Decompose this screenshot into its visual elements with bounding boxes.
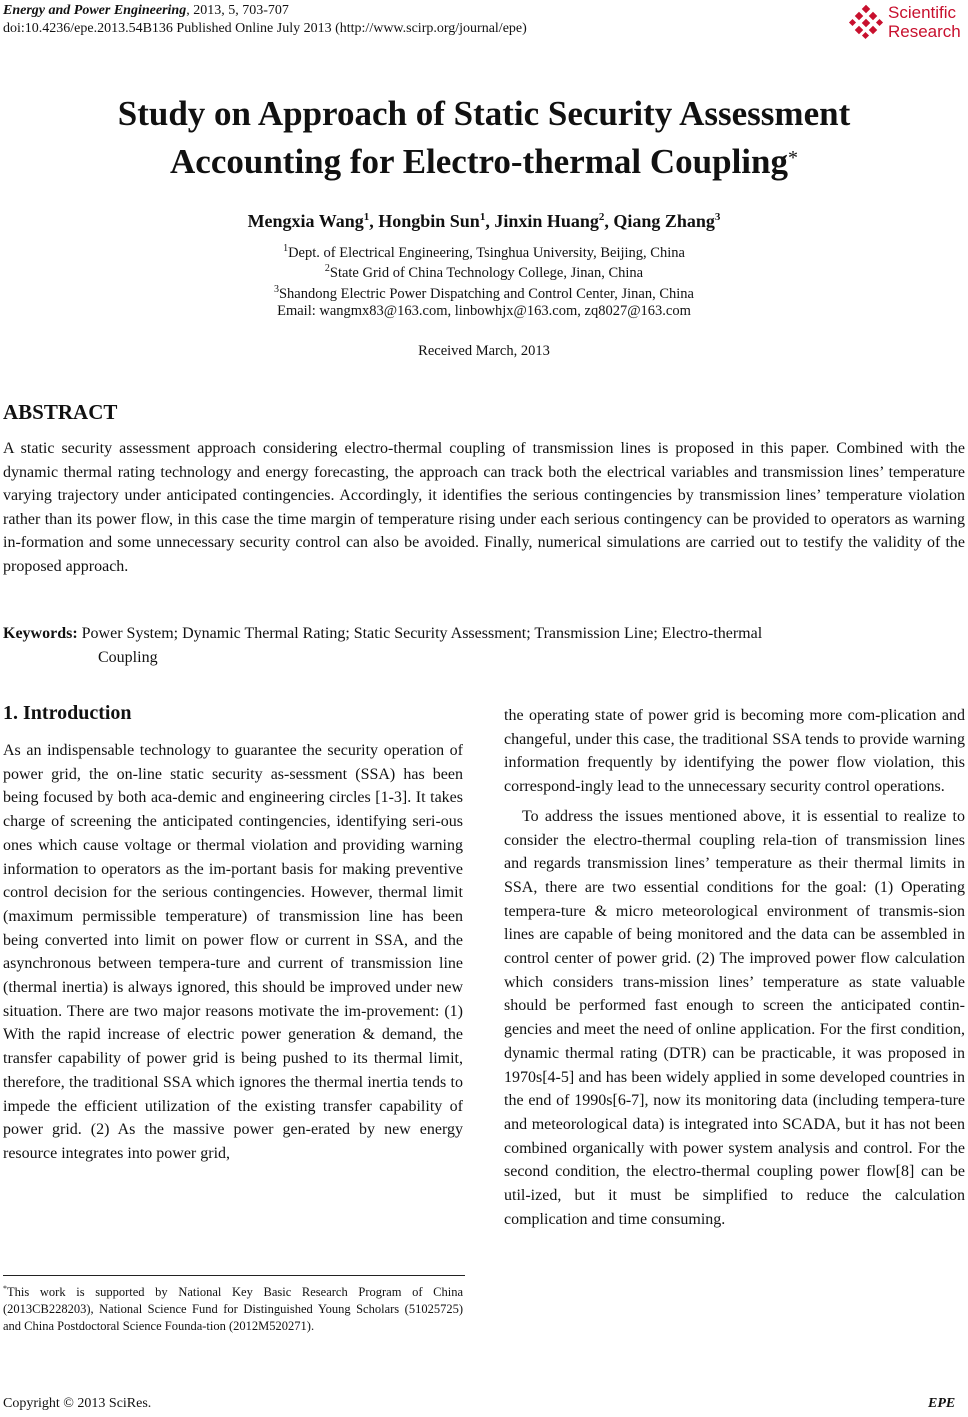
copyright-notice: Copyright © 2013 SciRes.: [3, 1396, 152, 1411]
keywords-line1: Power System; Dynamic Thermal Rating; Static Security Assessment; Transmission Line; Electro-thermal: [77, 625, 763, 642]
affiliation-text: State Grid of China Technology College, Jinan, China: [329, 264, 644, 281]
author-emails: Email: wangmx83@163.com, linbowhjx@163.com, zq8027@163.com: [277, 303, 691, 319]
funding-footnote: [3, 1280, 463, 1335]
intro-paragraph-1: As an indispensable technology to guarantee the security operation of power grid, the on-line static security as-sessment (SSA) has been being focused by both aca-demic and engineering circles [1-3]. It takes charge of screening the anticipated contingencies, identifying seri-ous ones which cause voltage or thermal violation and providing warning information to operators as the im-portant basis for making preventive control decision for the serious contingencies. However, thermal limit (maximum permissible temperature) of transmission line has been being converted into limit on power flow or current in SSA, and the asynchronous between tempera-ture and current of transmission line (thermal inertia) is always ignored, this should be improved under new situation. There are two major reasons motivate the im-provement: (1) With the rapid increase of electric power generation & demand, the transfer capability of power grid is being pushed to its thermal limit, therefore, the traditional SSA which ignores the thermal inertia tends to impede the efficient utilization of the existing transfer capability of power grid. (2) As the massive power gen-erated by new energy resource integrates into power grid,: [3, 742, 463, 1162]
author-affil-marker: 1: [363, 211, 370, 223]
title-footnote-marker: *: [787, 147, 798, 169]
affiliation-number: 1: [283, 243, 289, 254]
left-column: [3, 739, 463, 1166]
paper-title: [0, 90, 968, 186]
keywords-label: Keywords:: [3, 625, 78, 642]
right-column: [504, 704, 965, 1231]
author-affil-marker: 3: [714, 211, 721, 223]
scientific-research-logo: [848, 2, 966, 42]
author-name: Jinxin Huang: [494, 211, 599, 231]
footnote-text: This work is supported by National Key Basic Research Program of China (2013CB228203), National Science Fund for Distinguished Young Scholars (51025725) and China Postdoctoral Science Founda-tion (2012M520271).: [3, 1285, 463, 1334]
keywords: [3, 622, 965, 670]
affiliation-text: Shandong Electric Power Dispatching and Control Center, Jinan, China: [278, 285, 694, 302]
author-list: [0, 211, 968, 232]
received-date: Received March, 2013: [418, 343, 550, 359]
affiliation-number: 3: [273, 284, 279, 295]
author-affil-marker: 1: [479, 211, 486, 223]
author-separator: ,: [369, 211, 379, 231]
affiliation-number: 2: [324, 263, 330, 274]
author-affil-marker: 2: [598, 211, 605, 223]
logo-text-line2: Research: [888, 22, 961, 41]
author-separator: ,: [604, 211, 614, 231]
journal-volume: , 2013, 5, 703-707: [186, 3, 289, 18]
logo-mark-icon: [848, 4, 884, 40]
footnote-marker: *: [3, 1284, 7, 1293]
abstract-text: A static security assessment approach considering electro-thermal coupling of transmission lines is proposed in this paper. Combined with the dynamic thermal rating technology and energy forecasting, the approach can track both the electrical variables and transmission lines’ temperature varying trajectory under anticipated contingencies. Accordingly, it identifies the serious contingencies by transmission lines’ temperature violation rather than its power flow, in this case the time margin of temperature rising under each serious contingency can be provided to operators as warning in-formation and some unnecessary security control can also be avoided. Finally, numerical simulations are carried out to testify the validity of the proposed approach.: [3, 440, 965, 575]
title-line2: Accounting for Electro-thermal Coupling: [170, 142, 788, 181]
author-name: Hongbin Sun: [378, 211, 480, 231]
journal-citation: [3, 2, 289, 20]
journal-name: Energy and Power Engineering: [3, 3, 187, 18]
affiliation-text: Dept. of Electrical Engineering, Tsinghua University, Beijing, China: [288, 244, 685, 261]
section-heading-introduction: 1. Introduction: [3, 702, 132, 724]
author-name: Qiang Zhang: [613, 211, 715, 231]
keywords-line2: Coupling: [98, 649, 158, 666]
logo-text-line1: Scientific: [888, 3, 957, 22]
doi-line: doi:10.4236/epe.2013.54B136 Published Online July 2013 (http://www.scirp.org/journal/epe): [3, 21, 527, 36]
author-separator: ,: [485, 211, 495, 231]
intro-paragraph-2: To address the issues mentioned above, it is essential to realize to consider the electro-thermal coupling rela-tion of transmission lines and regards transmission lines’ temperature as their thermal limits in SSA, there are two essential conditions for the goal: (1) Operating tempera-ture & micro meteorological environment of transmis-sion lines are capable of being monitored and the data can be assembled in control center of power grid. (2) The improved power flow calculation which considers trans-mission lines’ temperature as state valuable should be performed fast enough to screen the anticipated contin-gencies and meet the need of online application. For the first condition, dynamic thermal rating (DTR) can be practicable, it was proposed in 1970s[4-5] and has been widely applied in some developed countries in the end of 1990s[6-7], now its monitoring data (including tempera-ture and meteorological data) is integrated into SCADA, but it has not been combined organically with power system analysis and control. For the second condition, the electro-thermal coupling power flow[8] can be util-ized, but it must be simplified to reduce the calculation complication and time consuming.: [504, 807, 965, 1228]
intro-paragraph-continued: the operating state of power grid is becoming more com-plication and changeful, under this case, the traditional SSA tends to provide warning information frequently by identifying the power flow violation, this correspond-ingly lead to the unnecessary security control operations.: [504, 707, 965, 796]
footnote-divider: [3, 1275, 465, 1276]
title-line1: Study on Approach of Static Security Assessment: [117, 94, 851, 133]
abstract-heading: ABSTRACT: [3, 400, 118, 424]
journal-abbreviation: EPE: [928, 1396, 956, 1411]
author-name: Mengxia Wang: [247, 211, 364, 231]
